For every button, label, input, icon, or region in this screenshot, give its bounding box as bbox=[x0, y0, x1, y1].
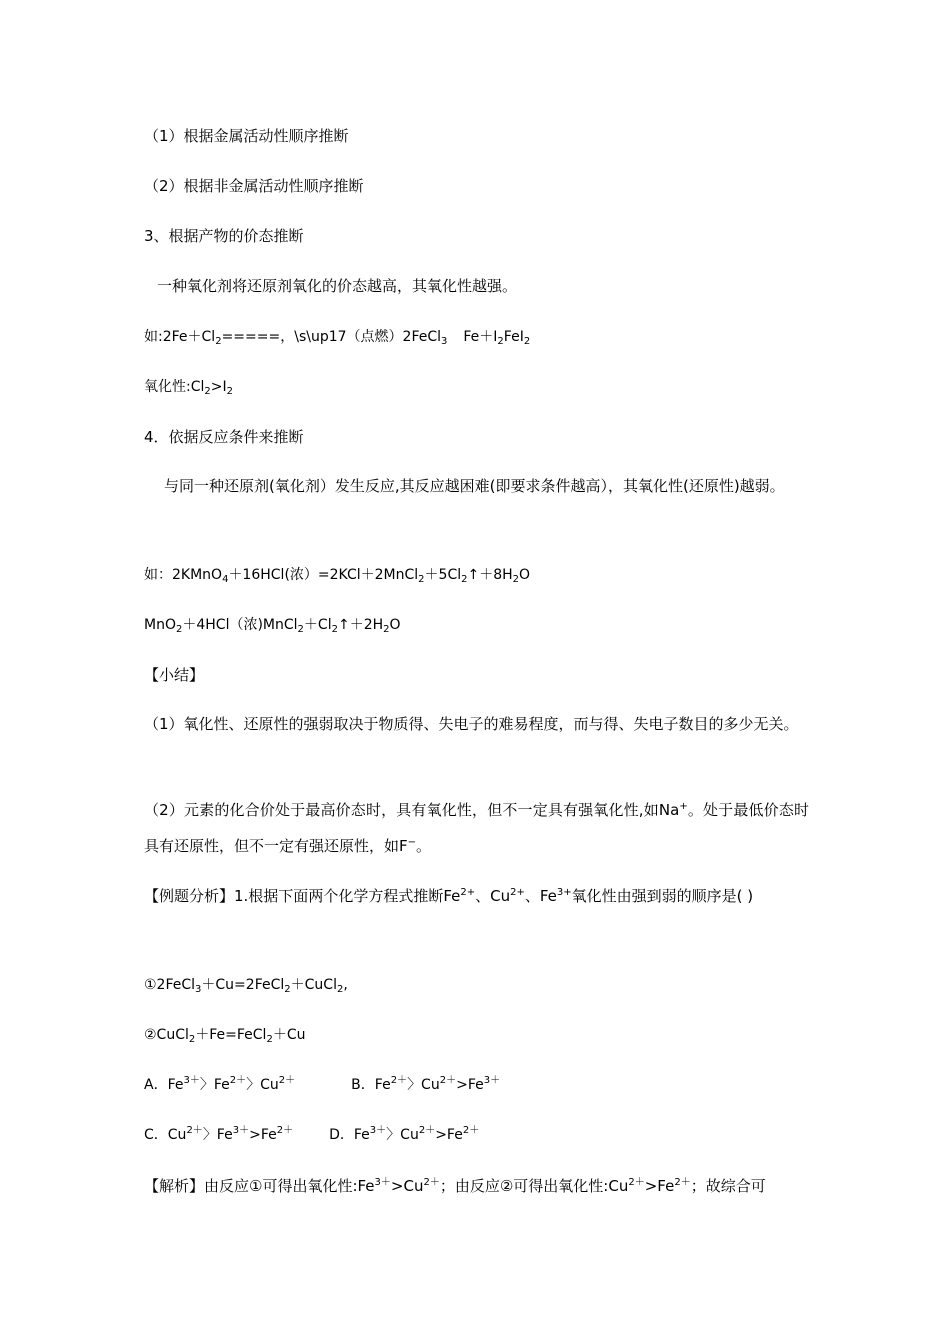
option-c bbox=[144, 1127, 293, 1143]
superscript: 2＋ bbox=[423, 1177, 440, 1188]
superscript: − bbox=[407, 837, 417, 848]
option-a bbox=[144, 1077, 295, 1093]
equation-text: ＋Fe=FeCl bbox=[195, 1027, 267, 1043]
equation-text: ①2FeCl bbox=[144, 977, 196, 993]
subscript: 2 bbox=[461, 574, 468, 585]
option-text: B．Fe bbox=[351, 1077, 391, 1093]
equation-text: 氧化性:Cl bbox=[144, 379, 205, 395]
equation-text: ②CuCl bbox=[144, 1027, 189, 1043]
equation-text: 如：2KMnO bbox=[144, 567, 223, 583]
analysis-text: ；故综合可 bbox=[690, 1177, 766, 1195]
summary-text: 。 bbox=[416, 837, 432, 855]
analysis-text: ；由反应②可得出氧化性:Cu bbox=[439, 1177, 629, 1195]
superscript: 3＋ bbox=[374, 1177, 391, 1188]
oxidizing-order-cl2-i2 bbox=[144, 377, 233, 397]
equation-kmno4-hcl bbox=[144, 565, 530, 585]
equation-text: 如:2Fe＋Cl bbox=[144, 329, 216, 345]
heading-summary: 【小结】 bbox=[144, 666, 205, 684]
option-text: >Fe bbox=[249, 1127, 277, 1143]
analysis-text: >Cu bbox=[390, 1177, 424, 1195]
reaction-1 bbox=[144, 975, 348, 995]
subscript: 2 bbox=[226, 386, 233, 397]
subscript: 2 bbox=[336, 984, 344, 995]
option-text: 〉Cu bbox=[386, 1127, 419, 1143]
subscript: 2 bbox=[331, 624, 338, 635]
option-text: 〉Cu bbox=[246, 1077, 279, 1093]
superscript: 2＋ bbox=[278, 1075, 296, 1086]
paragraph-nonmetal-activity: （2）根据非金属活动性顺序推断 bbox=[144, 177, 364, 195]
analysis-text: 【解析】由反应①可得出氧化性:Fe bbox=[144, 1177, 375, 1195]
superscript: 2+ bbox=[510, 887, 525, 898]
equation-text: =====，\s\up17（点燃）2FeCl bbox=[221, 329, 442, 345]
options-row-cd bbox=[144, 1125, 479, 1145]
option-text: A．Fe bbox=[144, 1077, 184, 1093]
subscript: 4 bbox=[222, 574, 229, 585]
superscript: + bbox=[679, 801, 688, 812]
heading-reaction-conditions: 4．依据反应条件来推断 bbox=[144, 428, 304, 446]
subscript: 2 bbox=[284, 984, 291, 995]
equation-text: Fe＋I bbox=[463, 329, 498, 345]
question-text: 【例题分析】1.根据下面两个化学方程式推断Fe bbox=[144, 887, 461, 905]
question-text: 、Fe bbox=[524, 887, 557, 905]
equation-text: ↑＋2H bbox=[337, 617, 384, 633]
summary-text: （2）元素的化合价处于最高价态时，具有氧化性，但不一定具有强氧化性,如Na bbox=[144, 801, 680, 819]
equation-text: ＋Cu bbox=[272, 1027, 306, 1043]
equation-text: ＋Cl bbox=[303, 617, 332, 633]
option-text: 〉Fe bbox=[202, 1127, 233, 1143]
superscript: 3＋ bbox=[232, 1125, 250, 1136]
equation-text: FeI bbox=[503, 329, 524, 345]
superscript: 2＋ bbox=[390, 1075, 408, 1086]
reaction-2 bbox=[144, 1025, 305, 1045]
superscript: 3＋ bbox=[183, 1075, 200, 1086]
equation-text: O bbox=[389, 617, 401, 633]
superscript: 2＋ bbox=[276, 1125, 294, 1136]
equation-text: O bbox=[519, 567, 531, 583]
superscript: 2＋ bbox=[674, 1177, 691, 1188]
superscript: 2＋ bbox=[418, 1125, 436, 1136]
analysis-paragraph bbox=[144, 1176, 766, 1196]
subscript: 3 bbox=[441, 336, 448, 347]
superscript: 2+ bbox=[460, 887, 476, 898]
summary-point-1: （1）氧化性、还原性的强弱取决于物质得、失电子的难易程度，而与得、失电子数目的多少无关。 bbox=[144, 715, 799, 733]
superscript: 2＋ bbox=[462, 1125, 480, 1136]
subscript: 2 bbox=[523, 336, 531, 347]
example-question bbox=[144, 878, 809, 914]
option-text: C．Cu bbox=[144, 1127, 187, 1143]
equation-text: ＋5Cl bbox=[424, 567, 462, 583]
subscript: 2 bbox=[512, 574, 520, 585]
analysis-text: >Fe bbox=[644, 1177, 675, 1195]
equation-text: ＋Cu=2FeCl bbox=[201, 977, 285, 993]
subscript: 2 bbox=[188, 1034, 196, 1045]
equation-mno2-hcl bbox=[144, 615, 401, 635]
option-d bbox=[329, 1127, 479, 1143]
superscript: 2＋ bbox=[229, 1075, 247, 1086]
subscript: 2 bbox=[497, 336, 504, 347]
option-text: D．Fe bbox=[329, 1127, 370, 1143]
subscript: 2 bbox=[204, 386, 211, 397]
options-row-ab bbox=[144, 1075, 500, 1095]
superscript: 3+ bbox=[556, 887, 572, 898]
equation-text: >I bbox=[210, 379, 227, 395]
option-b bbox=[351, 1077, 500, 1093]
superscript: 2＋ bbox=[628, 1177, 645, 1188]
equation-text: MnO bbox=[144, 617, 176, 633]
superscript: 3＋ bbox=[369, 1125, 387, 1136]
paragraph-reaction-difficulty: 与同一种还原剂(氧化剂）发生反应,其反应越困难(即要求条件越高），其氧化性(还原性)越弱。 bbox=[164, 477, 785, 495]
paragraph-valence-rule: 一种氧化剂将还原剂氧化的价态越高，其氧化性越强。 bbox=[157, 277, 518, 295]
equation-text: ＋16HCl(浓）=2KCl＋2MnCl bbox=[228, 567, 419, 583]
equation-text: , bbox=[343, 977, 348, 993]
subscript: 2 bbox=[418, 574, 425, 585]
option-text: 〉Fe bbox=[199, 1077, 230, 1093]
summary-text: 。处于最低价态时具有还原性，但不一定有强还原性，如F bbox=[144, 801, 809, 855]
option-text: 〉Cu bbox=[407, 1077, 440, 1093]
summary-point-2 bbox=[144, 792, 809, 864]
subscript: 2 bbox=[175, 624, 183, 635]
equation-example-fe-cl2 bbox=[144, 327, 530, 347]
subscript: 2 bbox=[383, 624, 390, 635]
subscript: 2 bbox=[297, 624, 304, 635]
question-text: 、Cu bbox=[475, 887, 511, 905]
subscript: 2 bbox=[215, 336, 222, 347]
subscript: 2 bbox=[266, 1034, 273, 1045]
superscript: 2＋ bbox=[186, 1125, 203, 1136]
subscript: 3 bbox=[195, 984, 202, 995]
equation-text: ↑＋8H bbox=[467, 567, 513, 583]
equation-text: ＋CuCl bbox=[290, 977, 337, 993]
paragraph-metal-activity: （1）根据金属活动性顺序推断 bbox=[144, 127, 349, 145]
question-text: 氧化性由强到弱的顺序是( ) bbox=[571, 887, 754, 905]
superscript: 3＋ bbox=[483, 1075, 501, 1086]
option-text: >Fe bbox=[456, 1077, 484, 1093]
equation-text: ＋4HCl（浓)MnCl bbox=[182, 617, 298, 633]
heading-product-valence: 3、根据产物的价态推断 bbox=[144, 227, 304, 245]
option-text: >Fe bbox=[435, 1127, 463, 1143]
superscript: 2＋ bbox=[439, 1075, 457, 1086]
